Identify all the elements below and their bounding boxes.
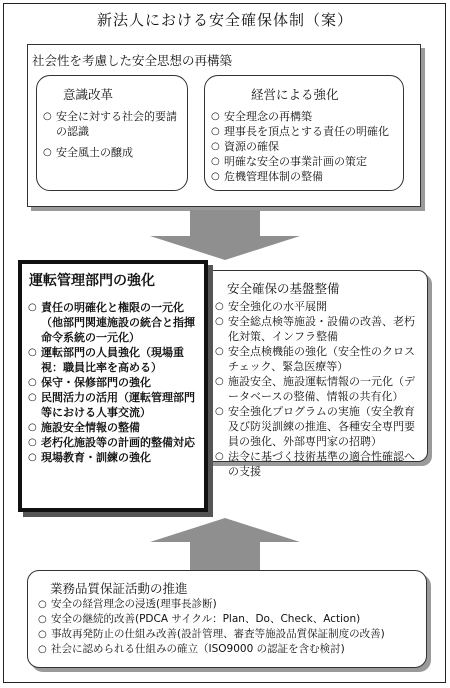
list-item: ○ 安全風土の醸成 xyxy=(43,146,133,159)
list-item: ○ 理事長を頂点とする責任の明確化 xyxy=(211,125,389,138)
bullet-icon: ○ xyxy=(211,111,220,122)
management-list xyxy=(211,109,401,184)
bullet-icon: ○ xyxy=(211,156,220,167)
infrastructure-list xyxy=(215,299,425,479)
bullet-icon: ○ xyxy=(211,141,220,152)
bullet-icon: ○ xyxy=(28,377,37,388)
bullet-icon: ○ xyxy=(28,437,37,448)
up-arrow-icon xyxy=(150,518,300,572)
list-item: ○ 安全総点検等施設・設備の改善、老朽化対策、インフラ整備 xyxy=(215,315,415,343)
top-panel-heading: 社会性を考慮した安全思想の再構築 xyxy=(32,53,233,68)
list-item: ○ 社会に認められる仕組みの確立（ISO9000 の認証を含む検討) xyxy=(38,643,345,655)
bullet-icon: ○ xyxy=(38,599,47,610)
list-item: ○ 民間活力の活用（運転管理部門等における人事交流） xyxy=(28,391,195,419)
bullet-icon: ○ xyxy=(38,629,47,640)
bullet-icon: ○ xyxy=(215,376,224,387)
bullet-icon: ○ xyxy=(215,316,224,327)
list-item: ○ 法令に基づく技術基準の適合性確認への支援 xyxy=(215,450,415,478)
page-title: 新法人における安全確保体制（案） xyxy=(96,11,353,29)
list-item: ○ 安全に対する社会的要請の認識 xyxy=(43,110,177,138)
bullet-icon: ○ xyxy=(28,392,37,403)
bullet-icon: ○ xyxy=(215,301,224,312)
list-item: ○ 老朽化施設等の計画的整備対応 xyxy=(28,436,195,449)
list-item: ○ 安全強化の水平展開 xyxy=(215,300,327,313)
list-item: ○ 保守・保修部門の強化 xyxy=(28,376,151,389)
list-item: ○ 安全理念の再構築 xyxy=(211,110,312,123)
bullet-icon: ○ xyxy=(43,147,52,158)
list-item: ○ 安全強化プログラムの実施（安全教育及び防災訓練の推進、各種安全専門要員の強化、外部専門家の招聘） xyxy=(215,405,415,448)
bullet-icon: ○ xyxy=(215,346,224,357)
bullet-icon: ○ xyxy=(38,644,47,655)
top-panel xyxy=(27,44,421,207)
bullet-icon: ○ xyxy=(38,614,47,625)
bullet-icon: ○ xyxy=(28,452,37,463)
list-item: ○ 責任の明確化と権限の一元化（他部門関連施設の統合と指揮命令系統の一元化） xyxy=(28,301,195,344)
infrastructure-heading: 安全確保の基盤整備 xyxy=(227,281,340,296)
qa-panel xyxy=(27,570,427,668)
list-item: ○ 資源の確保 xyxy=(211,140,279,153)
bullet-icon: ○ xyxy=(211,126,220,137)
qa-list xyxy=(38,597,424,657)
list-item: ○ 現場教育・訓練の強化 xyxy=(28,451,151,464)
bullet-icon: ○ xyxy=(211,171,220,182)
list-item: ○ 危機管理体制の整備 xyxy=(211,170,323,183)
bullet-icon: ○ xyxy=(43,111,52,122)
list-item: ○ 明確な安全の事業計画の策定 xyxy=(211,155,367,168)
down-arrow-icon xyxy=(150,210,300,262)
infrastructure-panel xyxy=(190,270,428,478)
awareness-heading: 意識改革 xyxy=(63,87,114,102)
bullet-icon: ○ xyxy=(28,422,37,433)
bullet-icon: ○ xyxy=(28,347,37,358)
bullet-icon: ○ xyxy=(28,302,37,313)
bullet-icon: ○ xyxy=(215,451,224,462)
list-item: ○ 安全の継続的改善(PDCA サイクル：Plan、Do、Check、Action) xyxy=(38,613,361,625)
management-heading: 経営による強化 xyxy=(251,87,339,102)
qa-heading: 業務品質保証活動の推進 xyxy=(50,581,188,596)
list-item: ○ 施設安全情報の整備 xyxy=(28,421,140,434)
list-item: ○ 安全の経営理念の浸透(理事長診断) xyxy=(38,598,217,610)
list-item: ○ 運転部門の人員強化（現場重視：職員比率を高める） xyxy=(28,346,184,374)
operations-heading: 運転管理部門の強化 xyxy=(29,273,155,289)
awareness-list xyxy=(43,109,183,160)
list-item: ○ 安全点検機能の強化（安全性のクロスチェック、緊急医療等） xyxy=(215,345,415,373)
bullet-icon: ○ xyxy=(215,406,224,417)
list-item: ○ 事故再発防止の仕組み改善(設計管理、審査等施設品質保証制度の改善) xyxy=(38,628,385,640)
management-box xyxy=(204,75,404,191)
awareness-box xyxy=(36,75,188,191)
operations-panel xyxy=(18,260,208,512)
operations-list xyxy=(28,300,200,465)
list-item: ○ 施設安全、施設運転情報の一元化（データベースの整備、情報の共有化） xyxy=(215,375,415,403)
